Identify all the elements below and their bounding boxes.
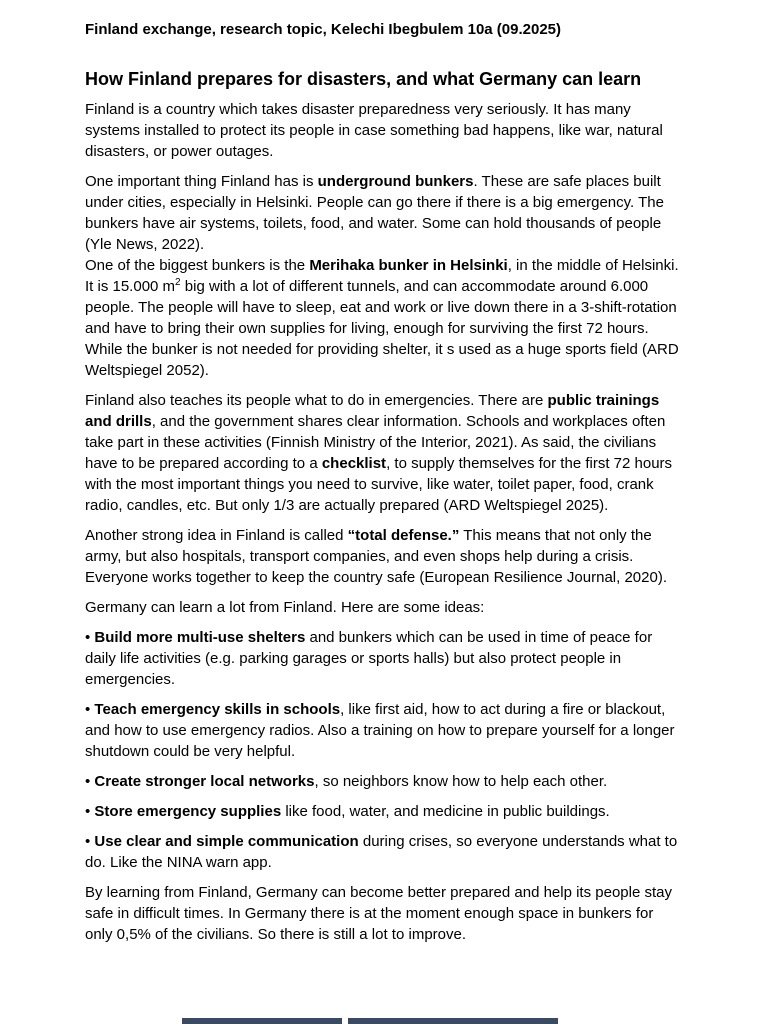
text-run: • <box>85 773 95 790</box>
text-run: , so neighbors know how to help each other. <box>314 773 608 790</box>
bold-text: Store emergency supplies <box>94 803 282 820</box>
paragraph-bunkers <box>85 171 680 255</box>
text-run: , in the middle of Helsinki. It is 15.000 m <box>85 257 679 295</box>
text-run: Finland also teaches its people what to do in emergencies. There are <box>85 392 548 409</box>
document-body <box>85 99 680 945</box>
text-run: One important thing Finland has is <box>85 173 318 190</box>
bold-text: Build more multi-use shelters <box>94 629 306 646</box>
bold-text: Teach emergency skills in schools <box>94 701 341 718</box>
document-title: How Finland prepares for disasters, and what Germany can learn <box>85 69 642 89</box>
bold-text: checklist <box>321 455 387 472</box>
paragraph-trainings <box>85 390 680 516</box>
partial-table-header-bar-1 <box>182 1018 342 1024</box>
bold-text: “total defense.” <box>347 527 460 544</box>
text-run: , and the government shares clear information. Schools and workplaces often take part in these activities (Finnish Ministry of the Interior, 2021). As said, the civilians have to be prepared according to a <box>85 413 666 472</box>
text-run: during crises, so everyone understands what to do. Like the NINA warn app. <box>85 833 678 871</box>
text-run: , to supply themselves for the first 72 hours with the most important things you need to survive, like water, toilet paper, food, crank radio, candles, etc. But only 1/3 are actually prepared (ARD Weltspiegel 2025). <box>85 455 673 514</box>
bold-text: public trainings and drills <box>85 392 660 430</box>
bold-text: underground bunkers <box>317 173 474 190</box>
text-run: By learning from Finland, Germany can become better prepared and help its people stay safe in difficult times. In Germany there is at the moment enough space in bunkers for only 0,5% of the civilians. So there is still a lot to improve. <box>85 884 672 943</box>
text-run: like food, water, and medicine in public buildings. <box>281 803 610 820</box>
text-run: One of the biggest bunkers is the <box>85 257 310 274</box>
paragraph-merihaka <box>85 255 680 381</box>
text-run: Finland is a country which takes disaster preparedness very seriously. It has many systems installed to protect its people in case something bad happens, like war, natural disasters, or power outages. <box>85 101 663 160</box>
paragraph-total-defense <box>85 525 680 588</box>
text-run: , like first aid, how to act during a fire or blackout, and how to use emergency radios. Also a training on how to prepare yourself for a longer shutdown could be very helpful. <box>85 701 675 760</box>
bullet-networks <box>85 771 680 792</box>
bullet-communication <box>85 831 680 873</box>
bold-text: Merihaka bunker in Helsinki <box>309 257 508 274</box>
text-run: Another strong idea in Finland is called <box>85 527 348 544</box>
superscript-text: 2 <box>175 277 181 288</box>
document-header-line: Finland exchange, research topic, Kelechi Ibegbulem 10a (09.2025) <box>85 21 562 38</box>
partial-table-header-bar-2 <box>348 1018 558 1024</box>
bullet-shelters <box>85 627 680 690</box>
text-run: Germany can learn a lot from Finland. Here are some ideas: <box>85 599 485 616</box>
text-run: • <box>85 629 95 646</box>
bold-text: Use clear and simple communication <box>94 833 359 850</box>
bold-text: Create stronger local networks <box>94 773 315 790</box>
bullet-schools <box>85 699 680 762</box>
text-run: . These are safe places built under cities, especially in Helsinki. People can go there if there is a big emergency. The bunkers have air systems, toilets, food, and water. Some can hold thousands of people (Yle News, 2022). <box>85 173 664 253</box>
paragraph-germany-intro <box>85 597 680 618</box>
text-run: and bunkers which can be used in time of peace for daily life activities (e.g. parking garages or sports halls) but also protect people in emergencies. <box>85 629 653 688</box>
paragraph-intro <box>85 99 680 162</box>
paragraph-conclusion <box>85 882 680 945</box>
bullet-supplies <box>85 801 680 822</box>
text-run: big with a lot of different tunnels, and can accommodate around 6.000 people. The people will have to sleep, eat and work or live down there in a 3-shift-rotation and have to bring their own supplies for living, enough for surviving the first 72 hours. While the bunker is not needed for providing shelter, it s used as a huge sports field (ARD Weltspiegel 2052). <box>85 278 679 379</box>
text-run: • <box>85 803 95 820</box>
text-run: • <box>85 833 95 850</box>
text-run: This means that not only the army, but also hospitals, transport companies, and even shops help during a crisis. Everyone works together to keep the country safe (European Resilience Journal, 2020). <box>85 527 667 586</box>
text-run: • <box>85 701 95 718</box>
